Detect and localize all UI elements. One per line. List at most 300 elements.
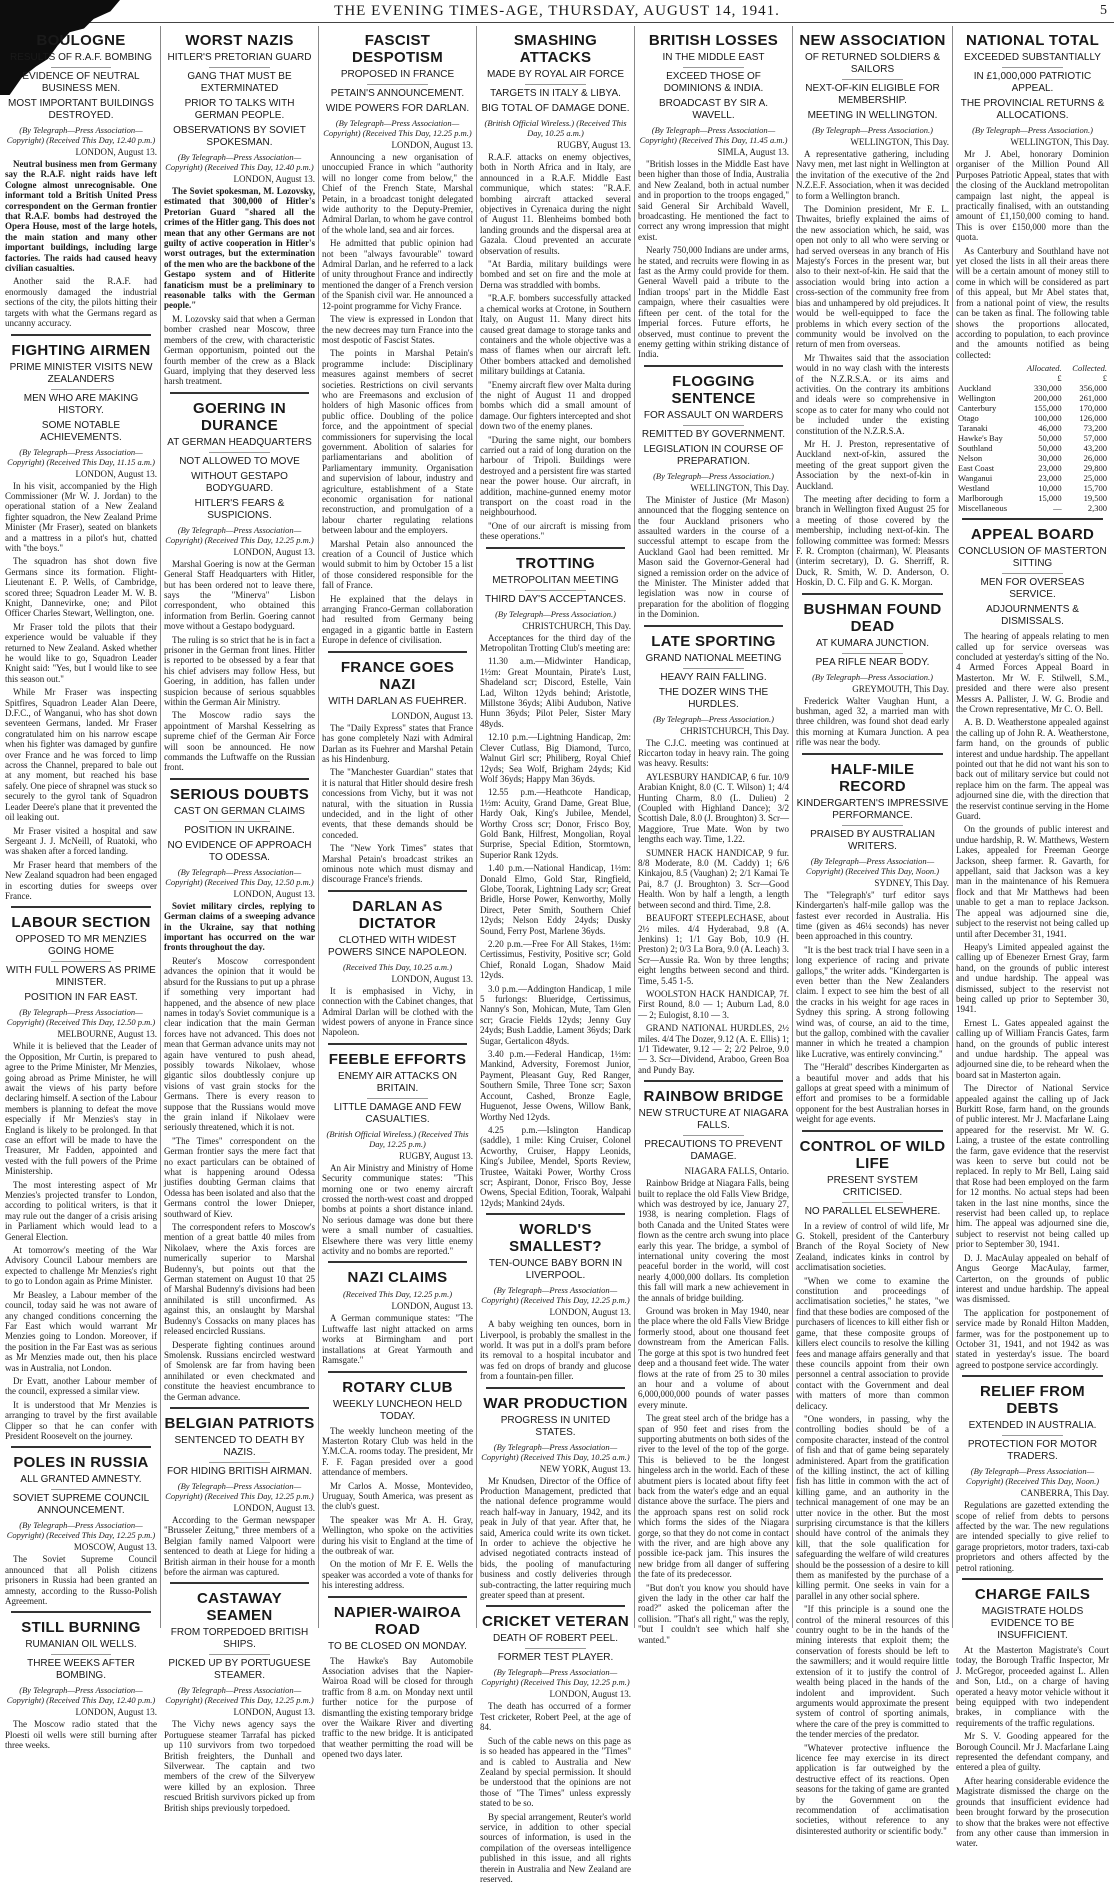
article-paragraph: Acceptances for the third day of the Metropolitan Trotting Club's meeting are: xyxy=(480,632,631,654)
article-headline: STILL BURNING xyxy=(21,1619,141,1637)
article-dateline: LONDON, August 13. xyxy=(391,1301,473,1312)
article-subhead: ADJOURNMENTS & DISMISSALS. xyxy=(986,604,1079,628)
article-subhead: TO BE CLOSED ON MONDAY. xyxy=(328,1640,467,1652)
article xyxy=(796,32,949,588)
table-cell: 330,000 xyxy=(1033,383,1062,394)
subhead-rule xyxy=(1002,67,1063,68)
article-dateline: WELLINGTON, This Day. xyxy=(690,482,789,493)
article-subhead: SOME NOTABLE ACHIEVEMENTS. xyxy=(40,419,122,443)
article-paragraph: Mr Fraser told the pilots that their experience would be valuable if they returned to New Zealand. Asked whether he would like to go, Squadron Leader Knight said: "Yes, but I would like to see this season out." xyxy=(5,621,157,684)
article-subhead: WITH FULL POWERS AS PRIME MINISTER. xyxy=(6,965,156,989)
article-headline: FEEBLE EFFORTS xyxy=(328,1050,467,1068)
table-row xyxy=(956,453,1109,463)
article-headline: FASCIST DESPOTISM xyxy=(351,32,444,66)
article-headline: DARLAN AS DICTATOR xyxy=(352,897,443,932)
article-paragraph: Mr Thwaites said that the association would in no way clash with the interests of the N.Z.R.S.A. or its aims and activities. On the contrary its ambitions and ideals were so comprehensive in scope as to cater for many who could not be included under the existing constitution of the N.Z.R.S.A. xyxy=(796,352,949,436)
article-subhead: ALL GRANTED AMNESTY. xyxy=(20,1474,142,1486)
column-2 xyxy=(160,26,318,1813)
article-subhead: BIG TOTAL OF DAMAGE DONE. xyxy=(481,103,630,114)
subhead-rule xyxy=(209,67,269,68)
article-subhead: NEW STRUCTURE AT NIAGARA FALLS. xyxy=(638,1108,789,1132)
table-cell: 26,000 xyxy=(1083,453,1107,464)
article-subhead: PRIOR TO TALKS WITH GERMAN PEOPLE. xyxy=(184,98,295,121)
subhead-rule xyxy=(1002,1435,1063,1436)
table-row xyxy=(956,463,1109,473)
article-separator xyxy=(328,890,467,892)
article-separator xyxy=(11,906,151,908)
article-credit: (By Telegraph—Press Association.) xyxy=(653,713,774,724)
article-subhead: CAST ON GERMAN CLAIMS xyxy=(174,805,305,817)
table-cell: 200,000 xyxy=(1033,393,1062,404)
article-lede: Neutral business men from Germany say the R.A.F. night raids have left Cologne almost unrecognisable. One informant told a British United Press correspondent on the German frontier that R.A.F. bombs had destroyed the Opera House, most of the large hotels, the main station and many other important buildings, including large factories. The raids had caused heavy civilian casualties. xyxy=(5,159,157,274)
article-paragraph: The Soviet Supreme Council announced that all Polish citizens prisoners in Russia had been granted an amnesty, according to the Russo-Polish Agreement. xyxy=(5,1554,157,1606)
article xyxy=(480,1213,631,1381)
article-paragraph: A. B. D. Weatherstone appealed against the calling up of John R. A. Weatherstone, farm hand, on the grounds of public interest and undue hardship. The appellant pointed out that he did not want his son to back out of military service but could not replace him on the farm. The appeal was adjourned sine die, with the direction that the reservist continue serving in the Home Guard. xyxy=(956,717,1109,822)
subhead-rule xyxy=(683,668,743,669)
article-paragraph: The Director of National Service appealed against the calling up of Jack Burkitt Rose, farm hand, on the grounds of public interest. Mr J. Macfarlane Laing appeared for the reservist. Mr W. G. Laing, a trustee of the estate controlling the farm, gave evidence that the reservist was keen to serve but could not be replaced. In reply to Mr Bell, Laing said that Rose had been employed on the farm for 12 months. No actual steps had been taken in the last nine months, since the reservist had been called up, to replace him. The appeal was adjourned sine die, subject to reservist not being called up prior to September 30, 1941. xyxy=(956,1083,1109,1250)
article-separator xyxy=(486,547,625,549)
article xyxy=(5,32,157,329)
article-paragraph: The weekly luncheon meeting of the Masterton Rotary Club was held in the Y.M.C.A. rooms today. The president, Mr F. F. Fagan presided over a good attendance of members. xyxy=(322,1425,473,1478)
article-dateline: LONDON, August 13. xyxy=(75,468,157,479)
article-subhead: THE PROVINCIAL RETURNS & ALLOCATIONS. xyxy=(960,98,1105,121)
subhead-rule xyxy=(525,84,585,85)
article-headline: SERIOUS DOUBTS xyxy=(169,785,310,803)
article-paragraph: The speaker was Mr A. H. Gray, Wellington, who spoke on the activities during his visit to England at the time of the outbreak of war. xyxy=(322,1514,473,1556)
article xyxy=(322,32,473,646)
article-subhead: PETAIN'S ANNOUNCEMENT. xyxy=(330,88,465,99)
masthead xyxy=(0,0,1114,23)
article-paragraph: On the grounds of public interest and undue hardship, R. W. Matthews, Western Lakes, appealed for Freeman George Jackson, sheep farmer. R. Gavarth, for appellant, said that Jackson was a key man in the maintenance of his Remuera flock and that Mr Matthews had been unable to get a man to replace Jackson. The appeal was adjourned sine die, subject to the reservist not being called up until after December 31, 1941. xyxy=(956,824,1109,939)
article xyxy=(164,392,315,773)
table-cell: 50,000 xyxy=(1038,433,1062,444)
article-headline: CHARGE FAILS xyxy=(974,1586,1091,1603)
article-headline: NAPIER-WAIROA ROAD xyxy=(333,1603,462,1638)
article-dateline: LONDON, August 13. xyxy=(233,174,315,184)
article xyxy=(956,1375,1109,1573)
article-subhead: OBSERVATIONS BY SOVIET SPOKESMAN. xyxy=(173,125,306,148)
article-subhead: NEXT-OF-KIN ELIGIBLE FOR MEMBERSHIP. xyxy=(805,83,940,106)
article-dateline: LONDON, August 13. xyxy=(391,140,473,150)
article-subhead: DEATH OF ROBERT PEEL. xyxy=(492,1633,619,1645)
table-cell: Westland xyxy=(958,483,990,494)
article-dateline: CHRISTCHURCH, This Day. xyxy=(680,725,789,736)
article-subhead: REMITTED BY GOVERNMENT. xyxy=(641,428,786,440)
article-separator xyxy=(11,334,151,336)
article-paragraph: By special arrangement, Reuter's world service, in addition to other special sources of information, is used in the compilation of the overseas intelligence published in this issue, and all rights therein in Australia and New Zealand are reserved. xyxy=(480,1811,631,1884)
article-subhead: CONCLUSION OF MASTERTON SITTING xyxy=(958,546,1107,570)
article-paragraph: The most interesting aspect of Mr Menzies's projected transfer to London, according to political writers, is that it may rule out the danger of a crisis arising in Parliament which would lead to a General Election. xyxy=(5,1179,157,1242)
article-credit: (By Telegraph—Press Association.) xyxy=(812,125,933,135)
article-subhead: MEN WHO ARE MAKING HISTORY. xyxy=(23,392,139,416)
article-paragraph: "It is the best track trial I have seen in a long experience of racing and private gallops," the writer adds. "Kindergarten is even better than the New Zealanders claim. I expect to see him the best of all the cracks in his weight for age races in Sydney this spring. A strong following wind was, of course, an aid to the time, but the gallop, combined with the cavalier manner in which he treated a champion like Lucrative, was entirely convincing." xyxy=(796,944,949,1059)
column-4 xyxy=(476,26,634,1884)
article-separator xyxy=(11,1611,151,1613)
article-subhead: THIRD DAY'S ACCEPTANCES. xyxy=(484,593,626,605)
article-separator xyxy=(802,593,943,595)
subhead-rule xyxy=(525,1648,585,1649)
article-dateline: LONDON, August 13. xyxy=(233,888,315,899)
article-paragraph: "When we come to examine the constitution and proceedings of acclimatisation societies," he states, "we find that these bodies are composed of the purchasers of licences to kill either fish or game, that these composite groups of killers elect councils to resolve the killing fees and manage affairs generally and that these councils appoint from their own personnel a central association to provide contact with the Government and deal with matters of more than common delicacy. xyxy=(796,1275,949,1411)
article-paragraph: The Vichy news agency says the Portuguese steamer Tarrafal has picked up 110 survivors from two torpedoed British freighters, the Dunhall and Silverwear. The captain and two members of the crew of the Silveryew were killed by an explosion. Three rescued British survivors picked up from British ships previously torpedoed. xyxy=(164,1719,315,1813)
table-cell: Southland xyxy=(958,443,993,454)
table-cell: 261,000 xyxy=(1079,393,1107,404)
table-row xyxy=(956,393,1109,403)
article xyxy=(796,1130,949,1837)
article-paragraph: Marshal Petain also announced the creation of a Council of Justice which would submit to him by October 15 a list of those considered responsible for the fall of France. xyxy=(322,538,473,591)
article-separator xyxy=(328,1261,467,1263)
article-headline: FLOGGING SENTENCE xyxy=(671,372,756,407)
article-credit: (Received This Day, 10.25 a.m.) xyxy=(342,961,453,972)
column-7 xyxy=(952,26,1112,1849)
article-paragraph: In a review of control of wild life, Mr G. Stokell, president of the Canterbury Branch of the Royal Society of New Zealand, indicates kinks in control by acclimatisation societies. xyxy=(796,1220,949,1273)
article-paragraph: Mr Knudsen, Director of the Office of Production Management, predicted that the national defence programme would reach half-way in January, 1942, and its peak in July of that year. After that, he said, America could write its own ticket. In order to achieve the objective he advised negotiated contracts instead of bids, the pooling of manufacturing business and costly deliveries through sub-contracting, the latter requiring much greater speed than at present. xyxy=(480,1475,631,1601)
article-subhead: POSITION IN FAR EAST. xyxy=(24,992,138,1004)
article xyxy=(5,906,157,1441)
column-1 xyxy=(2,26,160,1751)
article-subhead: NOT ALLOWED TO MOVE xyxy=(179,455,300,467)
article-paragraph: Mr Fraser visited a hospital and saw Sergeant J. J. McNeill, of Ruatoki, who was shaken after a forced landing. xyxy=(5,825,157,857)
article-paragraph: M. Lozovsky said that when a German bomber crashed near Moscow, three members of the crew, with characteristic German opportunism, pointed out the fourth member of the crew as a Black Guard, implying that they deserved less harsh treatment. xyxy=(164,313,315,387)
article xyxy=(164,1407,315,1577)
table-row xyxy=(956,413,1109,423)
article-paragraph: 12.10 p.m.—Lightning Handicap, 2m: Clever Cutlass, Big Diamond, Turco, Walnut Girl scr; Philiberg, Royal Chief 12yds; Sea Wolf, Brigham 24yds; Kid Wolf 36yds; Happy Man 36yds. xyxy=(480,732,631,784)
article-paragraph: 3.0 p.m.—Addington Handicap, 1 mile 5 furlongs: Blueridge, Certissimus, Nanny's Son, Mohican, Mute, Tam Glen scr; Gracie Fields 12yds; Jenny Guy 24yds; Bush Laddie, Lament 36yds; Dark Sugar, Gertalicon 48yds. xyxy=(480,983,631,1046)
article-subhead: PRESENT SYSTEM CRITICISED. xyxy=(827,1174,918,1198)
article-paragraph: Ernest L. Gates appealed against the calling up of William Francis Gates, farm hand, on the grounds of public interest and undue hardship. The appeal was adjourned sine die, to be reheard when the board sat in Masterton again. xyxy=(956,1017,1109,1080)
article-paragraph: He admitted that public opinion had not been "always favourable" toward Admiral Darlan, and he referred to a lack of unity throughout France and indirectly mentioned the danger of a French version of the Spanish civil war. He announced a 12-point programme for Vichy France. xyxy=(322,238,473,311)
returns-table xyxy=(956,363,1109,513)
article-headline: BOULOGNE xyxy=(36,32,126,49)
article-paragraph: "R.A.F. bombers successfully attacked a chemical works at Crotone, in Southern Italy, on August 11. Many direct hits caused great damage to storage tanks and containers and the whole objective was a mass of flames when our aircraft left. Other bombers attacked and demolished military buildings at Catania. xyxy=(480,293,631,377)
subhead-rule xyxy=(367,1098,427,1099)
subhead-rule xyxy=(51,1654,112,1655)
article-paragraph: While it is believed that the Leader of the Opposition, Mr Curtin, is prepared to agree to the Prime Minister, Mr Menzies, going abroad as Prime Minister, he will await the views of his party before declaring himself. A section of the Labour members is planning to defeat the move especially if Mr Menzies's stay in England is likely to be prolonged. In that case an effort will be made to have the Treasurer, Mr Fadden, appointed and vested with the full powers of the Prime Ministership. xyxy=(5,1041,157,1177)
article-paragraph: 12.55 p.m.—Heathcote Handicap, 1½m: Acuity, Grand Dame, Great Blue, Hardy Oak, King's Jubilee, Mendel, Worthy Cross scr; Donor, Frisco Boy, Gold Bank, Hilfrest, Mongolian, Royal Surprise, Special Edition, Stormtown, Superior Rank 12yds. xyxy=(480,787,631,860)
article-subhead: AT GERMAN HEADQUARTERS xyxy=(167,436,312,448)
article xyxy=(956,32,1109,513)
article-dateline: LONDON, August 13. xyxy=(549,1307,631,1318)
article-subhead: NO PARALLEL ELSEWHERE. xyxy=(804,1205,941,1217)
article-paragraph: The points in Marshal Petain's programme include: Disciplinary measures against members of secret societies. Restrictions on civil servants who are Freemasons and exclusion of holders of high Masonic offices from public office. Doubling of the police force, and the appointment of special commissioners for supervising the local government. Abolition of salaries for parliamentarians and abolition of Parliamentary immunity. Organisation and supervision of labour, industry and agriculture, establishment of a State economic organisation for national reconstruction, and promulgation of a labour charter regulating relations between labour and the employers. xyxy=(322,348,473,536)
page-number: 5 xyxy=(1100,3,1108,18)
article-paragraph: AYLESBURY HANDICAP, 6 fur. 10/9 Arabian Knight, 8.0 (C. T. Wilson) 1; 4/4 Hunting Charm, 8.0 (L. Dulieu) 2 (Coupled with Highland Dance); 3/2 Scottish Dale, 8.0 (J. Broughton) 3. Scr—Maggiore, True Mate. Won by two lengths each way. Time, 1.22. xyxy=(638,771,789,845)
article-subhead: HITLER'S FEARS & SUSPICIONS. xyxy=(194,497,285,521)
article-subhead: FOR HIDING BRITISH AIRMAN. xyxy=(166,1465,312,1477)
article-headline: CONTROL OF WILD LIFE xyxy=(799,1137,946,1172)
article-subhead: OF RETURNED SOLDIERS & SAILORS xyxy=(804,52,941,75)
article-paragraph: "Enemy aircraft flew over Malta during the night of August 11 and dropped bombs which did a small amount of damage. Our fighters intercepted and shot down two of the enemy planes. xyxy=(480,379,631,432)
article-subhead: MOST IMPORTANT BUILDINGS DESTROYED. xyxy=(8,98,154,121)
article-subhead: METROPOLITAN MEETING xyxy=(492,574,619,586)
article xyxy=(638,1080,789,1645)
article xyxy=(322,1371,473,1591)
table-cell: — xyxy=(1053,503,1062,514)
article-headline: POLES IN RUSSIA xyxy=(13,1454,149,1472)
article-paragraph: Rainbow Bridge at Niagara Falls, being built to replace the old Falls View Bridge, which was destroyed by ice, January 27, 1938, is nearing completion. Flags of both Canada and the United States were flown as the centre arch swung into place early this year. The bridge, a symbol of international unity covering the most peaceful border in the world, will cost nearly 4,000,000 dollars. Its completion this fall will mark a new achievement in the annals of bridge building. xyxy=(638,1178,789,1303)
article xyxy=(5,334,157,902)
article-paragraph: "During the same night, our bombers carried out a raid of long duration on the harbour of Tripoli. Buildings were destroyed and a persistent fire was started near the power house. Our aircraft, in addition, machine-gunned enemy motor transport on the coast road in the neighbourhood. xyxy=(480,434,631,518)
article-credit: (By Telegraph—Press Association—Copyright) (Received This Day, 12.25 p.m.) xyxy=(165,524,314,545)
article-subhead: PRIME MINISTER VISITS NEW ZEALANDERS xyxy=(9,361,153,385)
article-paragraph: Marshal Goering is now at the German General Staff Headquarters with Hitler, but has been ordered not to leave there, says the "Minerva" Lisbon correspondent, who obtained this information from Berlin. Goering cannot move without a Gestapo bodyguard. xyxy=(164,558,315,632)
article-paragraph: At tomorrow's meeting of the War Advisory Council Labour members are expected to challenge Mr Menzies's right to go to London again as Prime Minister. xyxy=(5,1245,157,1287)
article-credit: (By Telegraph—Press Association—Copyright) (Received This Day, Noon.) xyxy=(965,1466,1100,1487)
table-row xyxy=(956,433,1109,443)
article xyxy=(322,1596,473,1760)
article-paragraph: The C.J.C. meeting was continued at Riccarton today in heavy rain. The going was heavy. Results: xyxy=(638,737,789,769)
article-headline: NAZI CLAIMS xyxy=(347,1269,448,1287)
article-paragraph: "At Bardia, military buildings were bombed and set on fire and the mole at Derna was straddled with bombs. xyxy=(480,259,631,290)
article-separator xyxy=(962,1578,1103,1580)
article-credit: (By Telegraph—Press Association.) xyxy=(653,470,774,481)
article-headline: CRICKET VETERAN xyxy=(481,1613,629,1631)
article-subhead: TARGETS IN ITALY & LIBYA. xyxy=(490,88,621,99)
table-unit-cell: £ xyxy=(1102,373,1107,384)
article-paragraph: The application for postponement of service made by Ronald Hilton Madden, farmer, was for the postponement up to October 31, 1941, and not 1942 as was stated in yesterday's issue. The board agreed to postpone service accordingly. xyxy=(956,1307,1109,1370)
article-credit: (By Telegraph—Press Association—Copyright) (Received This Day, 11.15 a.m.) xyxy=(7,446,155,467)
article-separator xyxy=(328,1596,467,1598)
table-header-cell: Collected. xyxy=(1072,363,1107,374)
article-separator xyxy=(962,1375,1103,1377)
article xyxy=(5,1611,157,1750)
article-separator xyxy=(170,392,309,394)
article-subhead: EXTENDED IN AUSTRALIA. xyxy=(968,1420,1097,1432)
article-paragraph: The hearing of appeals relating to men called up for service overseas was concluded at yesterday's sitting of the No. 4 Armed Forces Appeal Board in Masterton. Mr W. F. Stilwell, S.M., presided and there were also present Messrs A. Pallister, J. W. G. Brodie and the Crown representative, Mr C. O. Bell. xyxy=(956,631,1109,714)
table-row xyxy=(956,483,1109,493)
article-paragraph: The Moscow radio stated that the Ploesti oil wells were still burning after three weeks. xyxy=(5,1719,157,1751)
article-paragraph: The squadron has shot down five Germans since its formation. Flight-Lieutenant E. P. Wells, of Cambridge, scored three; Squadron Leader M. W. B. Knight, Dannevirke, one; and Pilot Officer Charles Stewart, Wellington, one. xyxy=(5,556,157,619)
table-cell: 15,000 xyxy=(1038,493,1062,504)
article-dateline: CANBERRA, This Day. xyxy=(1020,1488,1109,1499)
subhead-rule xyxy=(683,67,743,68)
table-cell: 100,000 xyxy=(1033,413,1062,424)
article xyxy=(480,1387,631,1601)
article-paragraph: GRAND NATIONAL HURDLES, 2½ miles. 4/4 The Dozer, 9.12 (A. E. Ellis) 1; 1/1 Tidewater, 9.12 — 2; 2/2 Pelroe, 9.0 — 3. Scr—Dividend, Araboo, Green Boa and Pundy Bay. xyxy=(638,1023,789,1075)
article-headline: NEW ASSOCIATION xyxy=(799,32,946,49)
article-paragraph: WOOLSTON HACK HANDICAP, 7f. First Round, 8.0 — 1; Auburn Lad, 8.0 — 2; Eulogist, 8.10 — 3. xyxy=(638,988,789,1020)
table-header-row xyxy=(956,363,1109,373)
article-subhead: OPPOSED TO MR MENZIES GOING HOME xyxy=(15,934,147,958)
article-credit: (By Telegraph—Press Association.) xyxy=(812,671,933,682)
article-dateline: SYDNEY, This Day. xyxy=(874,877,949,888)
article-paragraph: BEAUFORT STEEPLECHASE, about 2½ miles. 4/4 Hyderabad, 9.8 (A. Jenkins) 1; 1/1 Gay Bob, 10.9 (H. Preston) 2; 0/3 La Bora, 9.0 (A. Leach) 3. Scr—Aussie Ra. Won by three lengths; eight lengths between second and third. Time, 5.45 1-5. xyxy=(638,913,789,986)
article-credit: (By Telegraph—Press Association—Copyright) (Received This Day, Noon.) xyxy=(805,855,940,876)
article-paragraph: Regulations are gazetted extending the scope of relief from debts to persons affected by the war. The new regulations are intended specially to give relief to garage proprietors, motor traders, taxi-cab proprietors and others affected by the petrol rationing. xyxy=(956,1500,1109,1573)
article-subhead: RESULTS OF R.A.F. BOMBING xyxy=(9,52,153,63)
article-paragraph: Heapy's Limited appealed against the calling up of Ebenezer Ernest Gray, farm hand, on the grounds of public interest and undue hardship. The appeal was dismissed, subject to the reservist not being called up prior to September 30, 1941. xyxy=(956,941,1109,1015)
article xyxy=(164,1582,315,1813)
article-separator xyxy=(328,651,467,653)
article-credit: (By Telegraph—Press Association—Copyright) (Received This Day, 12.40 p.m.) xyxy=(6,125,156,145)
table-header-cell xyxy=(956,363,1018,373)
article-subhead: PRECAUTIONS TO PREVENT DAMAGE. xyxy=(644,1139,783,1163)
article-subhead: PROPOSED IN FRANCE xyxy=(340,69,455,80)
table-cell: 170,000 xyxy=(1079,403,1107,414)
newspaper-columns xyxy=(2,26,1112,1884)
article-paragraph: 3.40 p.m.—Federal Handicap, 1½m: Mankind, Adversity, Foremost Junior, Payment, Pleasant Guy, Red Ranger, Southern Smile, Three Tone scr; Saxon Account, Cashed, Bronze Eagle, Huguenot, Jesse Owens, Willow Bank, Worthy Ned 12yds. xyxy=(480,1049,631,1122)
article-subhead: MAGISTRATE HOLDS EVIDENCE TO BE INSUFFICIENT. xyxy=(981,1606,1084,1641)
subhead-rule xyxy=(367,84,427,85)
table-cell: Otago xyxy=(958,413,979,424)
article-paragraph: D. J. MacAulay appealed on behalf of Angus George MacAulay, farmer, Carterton, on the grounds of public interest and undue hardship. The appeal was dismissed. xyxy=(956,1252,1109,1305)
article xyxy=(796,753,949,1125)
subhead-rule xyxy=(683,1135,743,1136)
column-5 xyxy=(634,26,792,1645)
article-dateline: LONDON, August 13. xyxy=(549,1689,631,1700)
article-headline: SMASHING ATTACKS xyxy=(513,32,598,66)
article-dateline: WELLINGTON, This Day. xyxy=(850,137,949,147)
article-headline: BUSHMAN FOUND DEAD xyxy=(803,600,942,635)
article-separator xyxy=(486,1213,625,1215)
article-paragraph: 4.25 p.m.—Islington Handicap (saddle), 1 mile: King Cruiser, Colonel Acworthy, Cruiser, Happy Leonids, King's Jubilee, Mendel, Sports Review, Trustee, Waitaki Power, Worthy Cross scr; Aspirant, Donor, Frisco Boy, Jesse Owens, Special Edition, Toorak, Walpahi 12yds; Mankind 24yds. xyxy=(480,1124,631,1208)
article-paragraph: Mr Carlos A. Mosse, Montevideo, Uruguay, South America, was present as the club's guest. xyxy=(322,1480,473,1512)
table-units-row xyxy=(956,373,1109,383)
article-headline: LATE SPORTING xyxy=(651,632,776,650)
article-paragraph: The Dominion president, Mr E. L. Thwaites, briefly explained the aims of the new association which, he said, was open not only to all who were serving or had served overseas in any branch of His Majesty's Forces in the present war, but also to their next-of-kin. He said that the association would bring into action a cross-section of the community free from bias and unhampered by old prejudices. It would be well-equipped to face the problems in which every section of the community would be involved on the return of men from overseas. xyxy=(796,204,949,350)
article-paragraph: "One wonders, in passing, why the controlling bodies should be of a composite character, instead of the control of fish and that of game being separately administered. Apart from the gratification of the killing instinct, the act of killing fish has little in common with the act of killing game, and an authority in the technical management of one may be an utter novice in the other. But the most surprising circumstance is that the killers should have control of the animals they kill, that the sole qualification for safeguarding the welfare of wild creatures should be the possession of a desire to kill them as manifested by the purchase of a killing permit. One seeks in vain for a parallel in any other social sphere. xyxy=(796,1413,949,1601)
table-cell: 126,000 xyxy=(1079,413,1107,424)
article xyxy=(638,365,789,620)
article-subhead: EXCEEDED SUBSTANTIALLY xyxy=(964,52,1101,63)
article-separator xyxy=(486,1605,625,1607)
table-cell: 2,300 xyxy=(1087,503,1107,514)
article-subhead: PROGRESS IN UNITED STATES. xyxy=(500,1414,611,1438)
article-subhead: ENEMY AIR ATTACKS ON BRITAIN. xyxy=(338,1070,457,1094)
article-dateline: LONDON, August 13. xyxy=(391,710,473,721)
subhead-rule xyxy=(51,389,112,390)
article-paragraph: The "Herald" describes Kindergarten as a beautiful mover and adds that his gallops at great speed with a minimum of effort and promises to be a formidable opponent for the best Australian horses in weight for age events. xyxy=(796,1062,949,1125)
article-credit: (By Telegraph—Press Association—Copyright) (Received This Day, 12.50 p.m.) xyxy=(6,1007,156,1028)
column-3 xyxy=(318,26,476,1760)
article-paragraph: Ground was broken in May 1940, near the place where the old Falls View Bridge formerly stood, about one thousand feet downstream from the American Falls. The gorge at this spot is two hundred feet deep and a thousand feet wide. The water flows at the rate of from 25 to 30 miles an hour and a volume of about 6,000,000,000 pounds of water passes every minute. xyxy=(638,1306,790,1410)
article-paragraph: He explained that the delays in arranging Franco-German collaboration had resulted from Germany being engaged in a gigantic battle in Eastern Europe in defence of civilisation. xyxy=(322,593,473,646)
article-headline: FRANCE GOES NAZI xyxy=(340,658,455,693)
article-subhead: WEEKLY LUNCHEON HELD TODAY. xyxy=(332,1398,463,1422)
article-paragraph: The "Telegraph's" turf editor says Kindergarten's half-mile gallop was the fastest ever recorded in Australia. His time (given as 46¼ seconds) has never been approached in this country. xyxy=(796,889,949,942)
article-headline: TROTTING xyxy=(515,554,596,572)
subhead-rule xyxy=(842,1202,903,1203)
article-separator xyxy=(802,753,943,755)
article-subhead: POSITION IN UKRAINE. xyxy=(184,824,295,836)
article-paragraph: The Hawke's Bay Automobile Association advises that the Napier-Wairoa Road will be closed for through traffic from 8 a.m. on Monday next until further notice for the purpose of dismantling the existing temporary bridge over the Waikare River and diverting traffic to the new bridge. It is anticipated that weather permitting the road will be opened two days later. xyxy=(322,1655,473,1760)
article-subhead: EXCEED THOSE OF DOMINIONS & INDIA. xyxy=(663,71,764,94)
article-paragraph: Mr Beasley, a Labour member of the council, today said he was not aware of any changed conditions concerning the Far East which would warrant Mr Menzies going to London. Moreover, if the position in the Far East was as serious as Mr Menzies made out, then his place was in Australia, not London. xyxy=(5,1289,157,1373)
table-cell: 155,000 xyxy=(1033,403,1062,414)
article-dateline: NEW YORK, August 13. xyxy=(539,1463,631,1474)
subhead-rule xyxy=(51,67,112,68)
article-subhead: WIDE POWERS FOR DARLAN. xyxy=(325,103,470,114)
article-dateline: WELLINGTON, This Day. xyxy=(1010,137,1109,147)
article-subhead: PRAISED BY AUSTRALIAN WRITERS. xyxy=(810,828,935,852)
article-dateline: SIMLA, August 13. xyxy=(717,147,789,157)
article xyxy=(164,32,315,387)
subhead-rule xyxy=(1002,573,1063,574)
article-subhead: CLOTHED WITH WIDEST POWERS SINCE NAPOLEON. xyxy=(328,934,467,958)
article-subhead: NO EVIDENCE OF APPROACH TO ODESSA. xyxy=(167,839,312,863)
article-paragraph: After hearing considerable evidence the Magistrate dismissed the charge on the grounds that insufficient evidence had been brought forward by the prosecution to show that the brakes were not effective from any other cause than immersion in water. xyxy=(956,1775,1109,1849)
article-credit: (By Telegraph—Press Association—Copyright) (Received This Day, 12.25 p.m.) xyxy=(165,1480,314,1501)
article-lede: Soviet military circles, replying to German claims of a sweeping advance in the Ukraine, say that nothing important has occurred on the war fronts throughout the day. xyxy=(164,900,315,953)
article xyxy=(796,593,949,748)
article-separator xyxy=(802,1130,943,1132)
article-credit: (By Telegraph—Press Association.) xyxy=(972,125,1093,135)
article-separator xyxy=(962,518,1103,520)
subhead-rule xyxy=(525,590,585,591)
article-paragraph: Mr H. J. Preston, representative of Auckland next-of-kin, assured the meeting of the great support given the Association by the next-of-kin in Auckland. xyxy=(796,438,949,491)
table-cell: Marlborough xyxy=(958,493,1003,504)
article-paragraph: "British losses in the Middle East have been higher than those of India, Australia and New Zealand, both in actual number and in proportion to the troops engaged," said General Sir Archibald Wavell, broadcasting. He mentioned the fact to correct any wrong impression that might exist. xyxy=(638,159,789,242)
article-paragraph: SUMNER HACK HANDICAP, 9 fur. 8/8 Moderate, 8.0 (M. Caddy) 1; 6/6 Kinkajou, 8.5 (Vaughan) 2; 2/1 Kamai Te Pai, 8.7 (J. Broughton) 3. Scr—Good Health. Won by half a length, a length between second and third. Time, 2.8. xyxy=(638,847,789,910)
subhead-rule xyxy=(209,452,269,453)
article-subhead: GANG THAT MUST BE EXTERMINATED xyxy=(187,71,292,94)
article-headline: BELGIAN PATRIOTS xyxy=(164,1414,315,1432)
article-headline: RELIEF FROM DEBTS xyxy=(980,1383,1085,1418)
article xyxy=(322,890,473,1038)
table-row xyxy=(956,423,1109,433)
article-paragraph: Another said the R.A.F. had enormously damaged the industrial sections of the city, the pilots hitting their targets with what the Germans regard as uncanny accuracy. xyxy=(5,276,157,329)
article-subhead: RUMANIAN OIL WELLS. xyxy=(25,1639,137,1651)
article-subhead: LITTLE DAMAGE AND FEW CASUALTIES. xyxy=(333,1101,462,1125)
article-paragraph: An Air Ministry and Ministry of Home Security communique states: "This morning one or two enemy aircraft crossed the north-west coast and dropped bombs at points a short distance inland. No serious damage was done but there were a small number of casualties. Elsewhere there was very little enemy activity and no bombs are reported." xyxy=(322,1162,473,1257)
table-cell: 25,000 xyxy=(1083,473,1107,484)
article xyxy=(322,651,473,885)
article-subhead: AT KUMARA JUNCTION. xyxy=(816,637,929,649)
article-paragraph: Announcing a new organisation of unoccupied France in which "authority will no longer come from below," the Chief of the French State, Marshal Petain, in a broadcast tonight delegated wide authority to the Deputy-Premier, Admiral Darlan, to whom he gave control of the whole land, sea and air forces. xyxy=(322,152,473,235)
subhead-rule xyxy=(209,1462,269,1463)
article-paragraph: The correspondent refers to Moscow's mention of a great battle 40 miles from Nikolaev, where the Axis forces are numerically superior to Marshal Budenny's, but points out that the German statement on August 10 that 25 of Marshal Budenny's divisions had been annihilated is still unconfirmed. As against this, an onslaught by Marshal Budenny's Cossacks on many places has released encircled Russians. xyxy=(164,1222,315,1337)
article xyxy=(480,547,631,1209)
article-paragraph: The "Manchester Guardian" states that it is natural that Hitler should desire fresh concessions from Vichy, but it was not natural, with the situation in Russia undecided, and in the light of other events, that these demands should be conceded. xyxy=(322,767,473,840)
subhead-rule xyxy=(842,79,903,80)
article-subhead: HEAVY RAIN FALLING. xyxy=(660,671,767,683)
article-credit: (By Telegraph—Press Association—Copyright) (Received This Day, 12.25 p.m.) xyxy=(481,1667,630,1688)
subhead-rule xyxy=(51,1489,112,1490)
subhead-rule xyxy=(683,425,743,426)
article-credit: (By Telegraph—Press Association—Copyright) (Received This Day, 12.50 p.m.) xyxy=(165,866,314,887)
article-paragraph: Reuter's Moscow correspondent advances the opinion that it would be absurd for the Russians to put up a phrase if something very important had happened, and the absence of new place names in today's Soviet communique is a clear indication that the main German forces have not advanced. This does not mean that German advance units may not again have ventured to push ahead, possibly towards Nikolaev, whose gigantic silos doubtlessly conjure up visions of vast grain stocks for the Germans. There is every reason to suppose that the Russians would move the grain inland if Nikolaev were seriously threatened, which it is not. xyxy=(164,955,315,1133)
table-row xyxy=(956,493,1109,503)
article-paragraph: While Mr Fraser was inspecting Spitfires, Squadron Leader Alan Deere, D.F.C., of Wanganui, who has shot down seventeen Germans, landed. Mr Fraser congratulated him on his narrow escape when his fighter was damaged by gunfire over France and he was forced to limp across the Channel, prepared to bale out at any moment, but reached his base safely. One piece of shrapnel was stuck so securely to the gyrol tank of Squadron Leader Deere's plane that it prevented the oil leaking out. xyxy=(5,687,157,823)
article-paragraph: 2.20 p.m.—Free For All Stakes, 1½m: Certissimus, Festivity, Positive scr; Gold Chief, Ronald Logan, Shadow Maid 12yds. xyxy=(480,939,631,981)
article-paragraph: The death has occurred of a former Test cricketer, Robert Peel, at the age of 84. xyxy=(480,1701,631,1733)
article-headline: LABOUR SECTION xyxy=(11,914,151,932)
article-dateline: RUGBY, August 13. xyxy=(399,1150,473,1161)
article-headline: ROTARY CLUB xyxy=(342,1378,453,1396)
article-dateline: LONDON, August 13. xyxy=(75,147,157,157)
article-lede: The Soviet spokesman, M. Lozovsky, estimated that 300,000 of Hitler's Pretorian Guard "shared all the crimes of the Hitler gang. This does not mean that any other Germans are not guilty of active cooperation in Hitler's worst outrages, but the extermination of the men who are the backbone of the Gestapo system and of Hitlerite fanaticism must be a preliminary to reasonable talks with the German people." xyxy=(164,186,315,311)
article-headline: HALF-MILE RECORD xyxy=(830,760,915,795)
article-paragraph: A representative gathering, including Navy men, met last night in Wellington at the invitation of the executive of the 2nd N.Z.E.F. Association, when it was decided to form a Wellington branch. xyxy=(796,149,949,201)
article-credit: (British Official Wireless.) (Received This Day, 10.25 a.m.) xyxy=(484,118,627,138)
table-row xyxy=(956,443,1109,453)
article-paragraph: "Whatever protective influence the licence fee may exercise in its direct application is far outweighed by the destructive effect of its reactions. Open seasons for the taking of game are granted by the Government on the recommendation of acclimatisation societies, without reference to any disinterested authority or scientific body." xyxy=(796,1742,949,1836)
article-subhead: GRAND NATIONAL MEETING xyxy=(645,652,782,664)
article xyxy=(956,518,1109,1370)
table-cell: 43,200 xyxy=(1083,443,1107,454)
article-subhead: BROADCAST BY SIR A. WAVELL. xyxy=(658,98,769,121)
table-row xyxy=(956,473,1109,483)
article-paragraph: "If this principle is a sound one the control of the mineral resources of this country ought to be in the hands of the mining interests that exploit them; the conservation of forests should be left to the sawmillers; and it would require little extension of it to justify the control of wealth being placed in the hands of the indolent and improvident. Such arguments would approximate the present system of control of sporting animals, where the care of the prey is committed to the tender mercies of the predator. xyxy=(796,1604,949,1740)
article-paragraph: The "New York Times" states that Marshal Petain's broadcast strikes an ominous note which must dismay and discourage France's friends. xyxy=(322,843,473,885)
article-headline: RAINBOW BRIDGE xyxy=(643,1088,784,1106)
article-paragraph: Mr S. V. Gooding appeared for the Borough Council. Mr J. Macfarlane Laing represented the defendant company, and entered a plea of guilty. xyxy=(956,1731,1109,1773)
table-cell: Wanganui xyxy=(958,473,993,484)
table-cell: 356,000 xyxy=(1079,383,1107,394)
article-dateline: LONDON, August 13. xyxy=(233,1707,315,1718)
article-subhead: PEA RIFLE NEAR BODY. xyxy=(815,656,930,668)
table-cell: Nelson xyxy=(958,453,983,464)
